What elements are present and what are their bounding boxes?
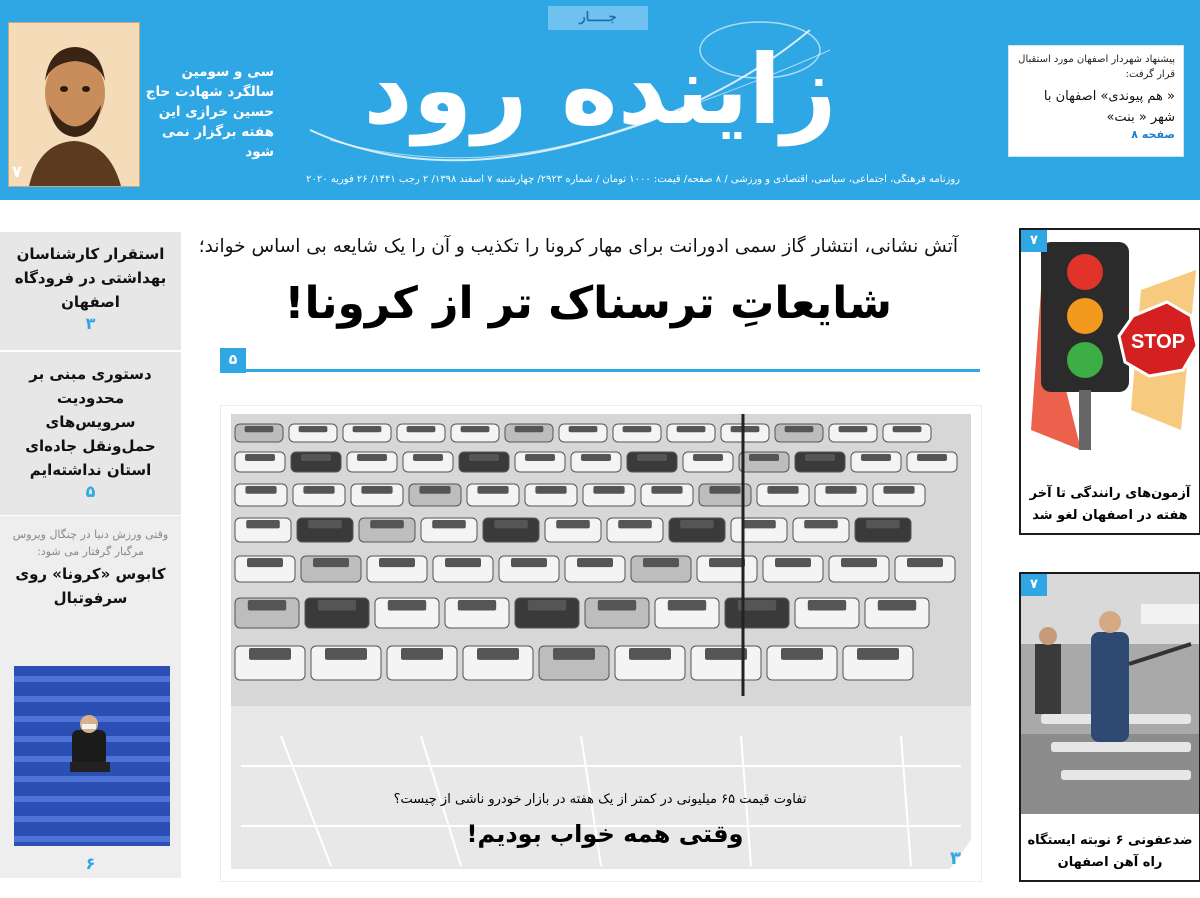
left-story-airport[interactable] [0,232,181,350]
car-window [419,486,450,494]
car-window [804,520,838,528]
car-window [598,600,636,611]
car-window [775,558,811,567]
car-window [353,426,382,432]
stop-sign-text: STOP [1130,331,1186,353]
car-window [553,648,595,660]
car-window [883,486,914,494]
car-window [535,486,566,494]
portrait-page-number: ۷ [12,162,22,181]
car-window [731,426,760,432]
car-window [299,426,328,432]
car-window [581,454,611,461]
car-window [569,426,598,432]
car-window [379,558,415,567]
car-window [556,520,590,528]
car-window [303,486,334,494]
car-window [623,426,652,432]
right-story-disinfection[interactable] [1019,572,1200,882]
car-window [248,600,286,611]
car-window [413,454,443,461]
car-window [907,558,943,567]
car-window [401,648,443,660]
car-window [593,486,624,494]
right-story-caption: آزمون‌های رانندگی تا آخر هفته در اصفهان لغو شد [1029,486,1191,523]
car-window [245,486,276,494]
station-photo [1021,574,1199,814]
newspaper-logo[interactable]: زاینده رود [363,34,837,146]
left-story-title: کابوس «کرونا» روی سرفوتبال [15,565,166,607]
car-window [742,520,776,528]
promo-box[interactable] [1008,45,1184,157]
car-window [461,426,490,432]
left-story-transport[interactable] [0,352,181,515]
car-window [577,558,613,567]
photo-caption-title[interactable]: وقتی همه خواب بودیم! [466,820,744,848]
car-window [693,454,723,461]
left-story-title: استقرار کارشناسان بهداشتی در فرودگاه اصفهان [14,245,167,311]
car-window [893,426,922,432]
car-window [245,454,275,461]
car-window [247,558,283,567]
right-story-driving-tests[interactable] [1019,228,1200,535]
car-window [709,486,740,494]
car-window [749,454,779,461]
car-window [432,520,466,528]
car-window [651,486,682,494]
car-window [318,600,356,611]
car-lot-photo[interactable] [220,405,982,882]
car-window [511,558,547,567]
car-window [878,600,916,611]
car-window [643,558,679,567]
main-headline[interactable]: شایعاتِ ترسناک تر از کرونا! [284,278,892,329]
car-window [709,558,745,567]
traffic-light-graphic [1021,230,1199,460]
car-window [477,486,508,494]
car-lot-graphic [221,406,981,881]
car-window [668,600,706,611]
car-window [469,454,499,461]
left-story-title: دستوری مبنی بر محدودیت سرویس‌های حمل‌ونقل جاده‌ای استان نداشته‌ایم [25,365,156,479]
car-window [805,454,835,461]
car-window [841,558,877,567]
car-window [785,426,814,432]
left-story-page: ۵ [85,482,96,501]
car-window [857,648,899,660]
car-window [249,648,291,660]
car-window [781,648,823,660]
car-window [458,600,496,611]
right-story-page: ۷ [1021,230,1047,252]
headline-rule [220,369,980,372]
car-window [325,648,367,660]
car-window [808,600,846,611]
car-window [361,486,392,494]
stadium-photo [14,666,170,846]
promo-lead: پیشنهاد شهردار اصفهان مورد استقبال قرار گرفت: [1018,54,1175,80]
left-story-lead: وقتی ورزش دنیا در چنگال ویروس مرگبار گرفتار می شود: [12,528,169,558]
car-window [767,486,798,494]
left-story-page: ۶ [85,854,96,873]
photo-caption-lead: تفاوت قیمت ۶۵ میلیونی در کمتر از یک هفته در بازار خودرو ناشی از چیست؟ [393,792,807,807]
car-window [246,520,280,528]
portrait-image [8,22,140,187]
left-story-page: ۳ [85,314,96,333]
car-window [637,454,667,461]
car-window [861,454,891,461]
car-window [445,558,481,567]
car-window [370,520,404,528]
right-story-page: ۷ [1021,574,1047,596]
car-window [301,454,331,461]
car-window [866,520,900,528]
car-window [494,520,528,528]
logo-tag: جـــــار [548,6,648,30]
headline-kicker: آتش نشانی، انتشار گاز سمی ادورانت برای مهار کرونا را تکذیب و آن را یک شایعه بی اساس خواند؛ [198,236,958,257]
car-window [515,426,544,432]
car-window [825,486,856,494]
car-window [525,454,555,461]
photo-page-number: ۳ [950,848,961,869]
car-window [677,426,706,432]
car-window [308,520,342,528]
car-window [917,454,947,461]
car-window [407,426,436,432]
promo-quote: « هم پیوندی» اصفهان با شهر « بنت» [1043,89,1175,125]
anniversary-teaser[interactable]: سی و سومین سالگرد شهادت حاج حسین خرازی این هفته برگزار نمی شود [145,64,274,160]
promo-page: صفحه ۸ [1131,128,1175,141]
car-window [388,600,426,611]
car-window [839,426,868,432]
right-story-caption: ضدعفونی ۶ نوبته ایستگاه راه آهن اصفهان [1027,833,1193,870]
car-window [528,600,566,611]
car-window [629,648,671,660]
car-window [618,520,652,528]
headline-page-number: ۵ [220,348,246,373]
car-window [680,520,714,528]
issue-info-line: روزنامه فرهنگی، اجتماعی، سیاسی، اقتصادی و ورزشی / ۸ صفحه/ قیمت: ۱۰۰۰ تومان / شماره ۲۹۲۳/ چهارشنبه ۷ اسفند ۱۳۹۸/ ۲ رجب ۱۴۴۱/ ۲۶ فوریه ۲۰۲۰ [306,174,960,185]
car-window [245,426,274,432]
car-window [705,648,747,660]
car-window [313,558,349,567]
car-window [477,648,519,660]
car-window [357,454,387,461]
